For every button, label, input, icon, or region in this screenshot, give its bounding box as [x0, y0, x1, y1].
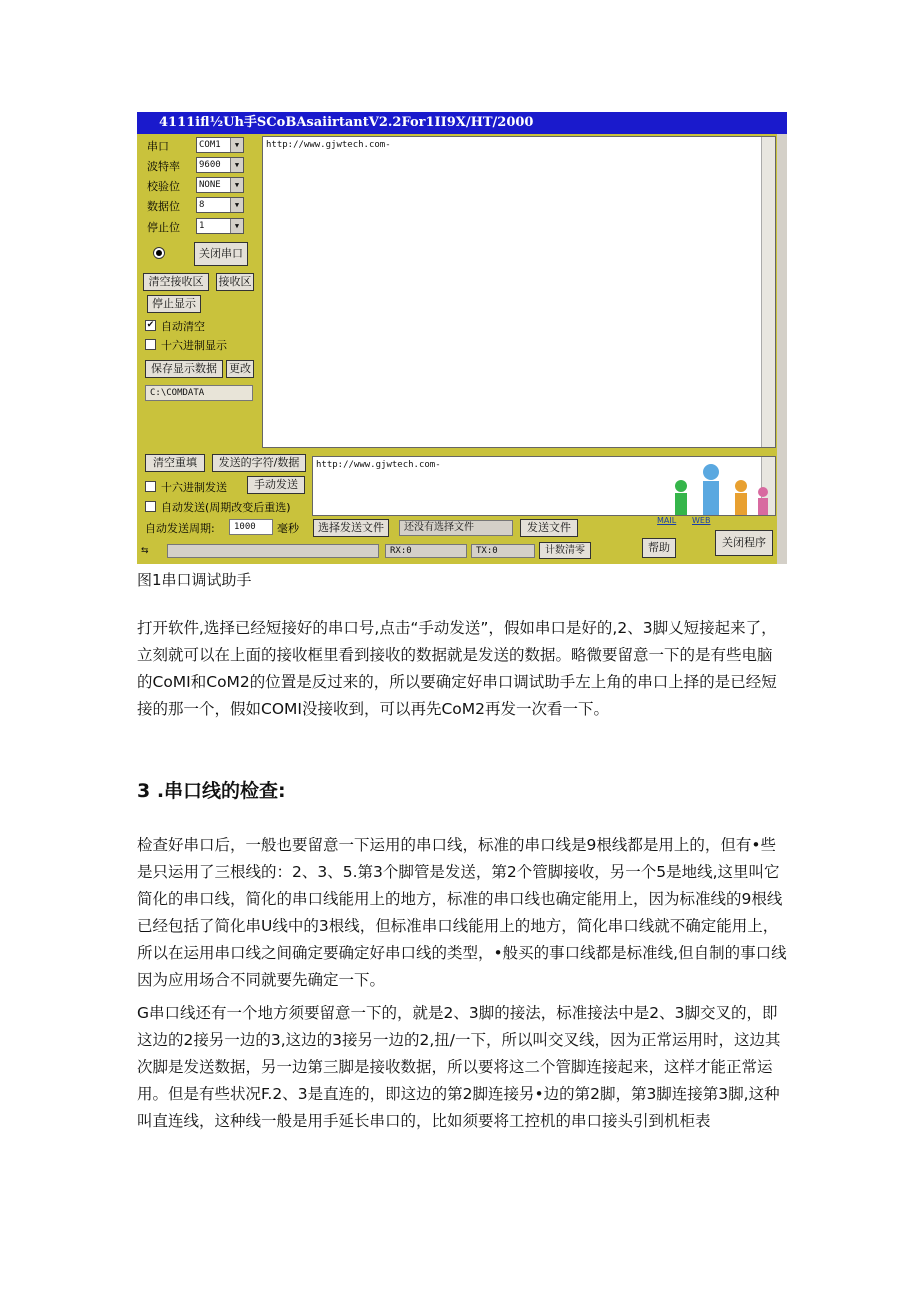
recv-textarea[interactable] [262, 136, 776, 448]
stopbits-value: 1 [199, 221, 205, 231]
databits-label: 数据位 [147, 200, 180, 213]
section-heading: 3 .串口线的检查: [137, 780, 286, 802]
stop-display-button[interactable]: 停止显示 [147, 295, 201, 313]
clear-resend-button[interactable]: 清空重填 [145, 454, 205, 472]
save-data-button[interactable]: 保存显示数据 [145, 360, 223, 378]
send-text: http://www.gjwtech.com- [316, 460, 441, 470]
recv-scrollbar[interactable] [761, 137, 775, 447]
hex-display-label: 十六进制显示 [161, 339, 227, 352]
send-file-button[interactable]: 发送文件 [520, 519, 578, 537]
stopbits-select[interactable] [196, 218, 244, 234]
parity-value: NONE [199, 180, 221, 190]
databits-select[interactable] [196, 197, 244, 213]
no-file-field: 还没有选择文件 [399, 520, 513, 536]
window-title: 4111ifl½Uh手SCoBAsaiirtantV2.2For1II9X/HT/2000 [137, 112, 787, 134]
paragraph-3: G串口线还有一个地方须要留意一下的，就是2、3脚的接法，标准接法中是2、3脚交叉的，即这边的2接另一边的3,这边的3接另一边的2,扭/一下，所以叫交叉线，因为正常运用时，这边其次脚是发送数据，另一边第三脚是接收数据，所以要将这二个管脚连接起来，这样才能正常运用。但是有些状况F.2、3是直连的，即这边的第2脚连接另•边的第2脚，第3脚连接第3脚,这种叫直连线，这种线一般是用手延长串口的，比如须要将工控机的串口接头引到机柜表 [137, 1004, 781, 1130]
baud-select[interactable] [196, 157, 244, 173]
tx-counter: TX:0 [471, 544, 535, 558]
count-clear-button[interactable]: 计数清零 [539, 542, 591, 559]
parity-select[interactable] [196, 177, 244, 193]
send-chars-button[interactable]: 发送的字符/数据 [212, 454, 306, 472]
stopbits-label: 停止位 [147, 221, 180, 234]
recv-area-button[interactable]: 接收区 [216, 273, 254, 291]
chevron-down-icon: ▼ [230, 158, 243, 172]
close-program-button[interactable]: 关闭程序 [715, 530, 773, 556]
databits-value: 8 [199, 200, 205, 210]
resize-grip-icon: ⇆ [141, 546, 149, 556]
mail-link[interactable]: MAIL [657, 516, 677, 525]
serial-assistant-window [137, 112, 787, 564]
auto-send-label: 自动发送(周期改变后重选) [161, 501, 291, 514]
port-select[interactable] [196, 137, 244, 153]
hex-display-checkbox[interactable] [145, 339, 156, 350]
port-value: COM1 [199, 140, 221, 150]
baud-label: 波特率 [147, 160, 180, 173]
auto-send-checkbox[interactable] [145, 501, 156, 512]
auto-clear-label: 自动清空 [161, 320, 205, 333]
chevron-down-icon: ▼ [230, 138, 243, 152]
status-field [167, 544, 379, 558]
port-label: 串口 [147, 140, 169, 153]
change-path-button[interactable]: 更改 [226, 360, 254, 378]
recv-text: http://www.gjwtech.com- [266, 140, 391, 150]
baud-value: 9600 [199, 160, 221, 170]
save-path-field[interactable]: C:\COMDATA [145, 385, 253, 401]
period-input[interactable]: 1000 [229, 519, 273, 535]
paragraph-1: 打开软件,选择已经短接好的串口号,点击“手动发送”，假如串口是好的,2、3脚乂短接起来了，立刻就可以在上面的接收框里看到接收的数据就是发送的数据。略微要留意一下的是有些电脑的CoMI和CoM2的位置是反过来的，所以要确定好串口调试助手左上角的串口上择的是已经短接的那一个，假如COMI没接收到，可以再先CoM2再发一次看一下。 [137, 619, 777, 718]
web-link[interactable]: WEB [692, 516, 711, 525]
clear-recv-button[interactable]: 清空接收区 [143, 273, 209, 291]
chevron-down-icon: ▼ [230, 219, 243, 233]
paragraph-2: 检查好串口后，一般也要留意一下运用的串口线，标准的串口线是9根线都是用上的，但有•些是只运用了三根线的：2、3、5.第3个脚管是发送，第2个管脚接收，另一个5是地线,这里叫它简化的串口线，简化的串口线能用上的地方，标准的串口线也确定能用上，因为标准线的9根线已经包括了简化串U线中的3根线，但标准串口线能用上的地方，简化串口线就不确定能用上，所以在运用串口线之间确定要确定好串口线的类型，•般买的事口线都是标准线,但自制的事口线因为应用场合不同就要先确定一下。 [137, 836, 787, 989]
window-body [137, 134, 777, 564]
hex-send-label: 十六进制发送 [161, 481, 227, 494]
period-label: 自动发送周期: [145, 522, 215, 535]
figure-caption: 图1串口调试助手 [137, 571, 252, 589]
parity-label: 校验位 [147, 180, 180, 193]
hex-send-checkbox[interactable] [145, 481, 156, 492]
select-file-button[interactable]: 选择发送文件 [313, 519, 389, 537]
chevron-down-icon: ▼ [230, 178, 243, 192]
rx-counter: RX:0 [385, 544, 467, 558]
chevron-down-icon: ▼ [230, 198, 243, 212]
period-unit: 毫秒 [277, 522, 299, 535]
manual-send-button[interactable]: 手动发送 [247, 476, 305, 494]
port-status-light [153, 247, 165, 259]
close-port-button[interactable]: 关闭串口 [194, 242, 248, 266]
auto-clear-checkbox[interactable]: ✔ [146, 320, 155, 330]
help-button[interactable]: 帮助 [642, 538, 676, 558]
